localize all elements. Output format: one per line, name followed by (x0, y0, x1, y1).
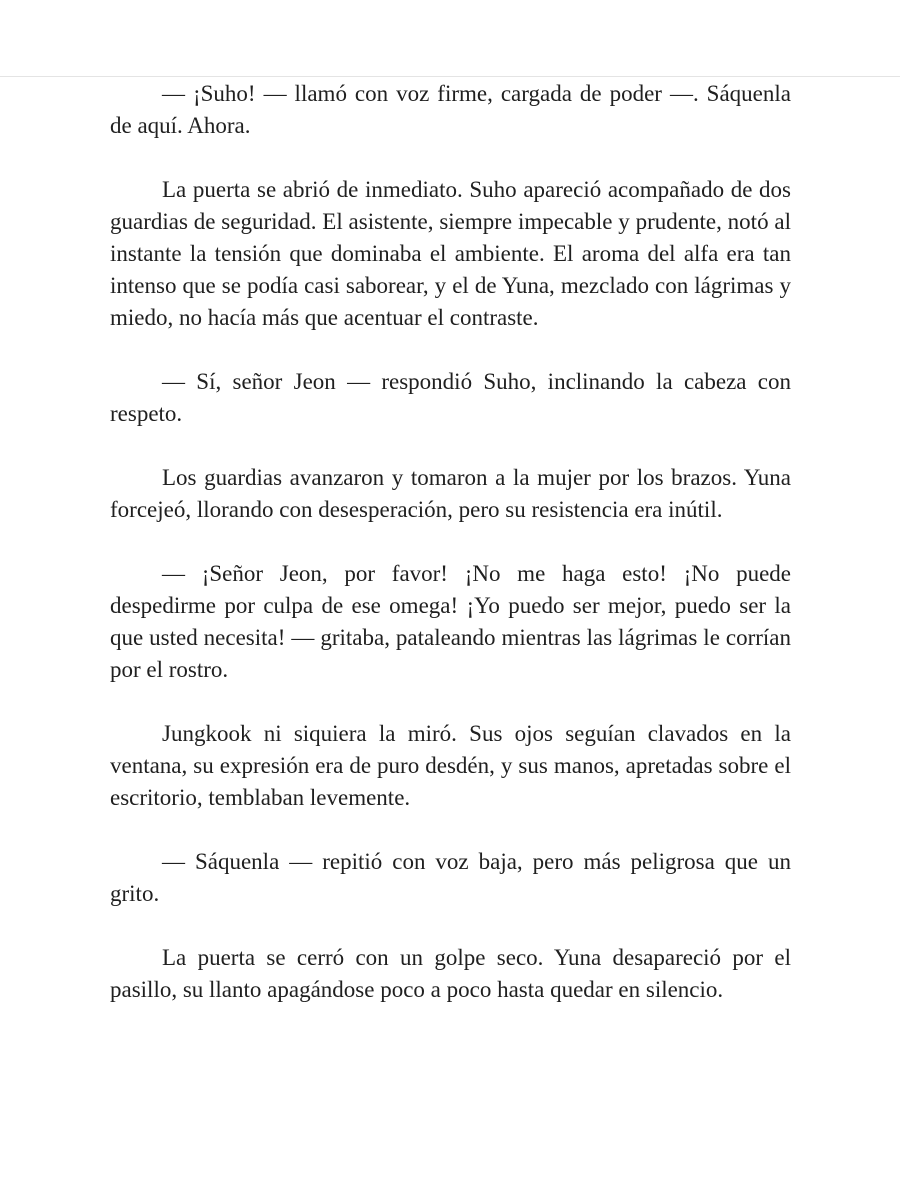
paragraph: — Sáquenla — repitió con voz baja, pero más peligrosa que un grito. (110, 849, 791, 906)
paragraph: — ¡Suho! — llamó con voz firme, cargada de poder —. Sáquenla de aquí. Ahora. (110, 81, 791, 138)
paragraph: La puerta se abrió de inmediato. Suho apareció acompañado de dos guardias de seguridad. El asistente, siempre impecable y prudente, notó al instante la tensión que dominaba el ambiente. El aroma del alfa era tan intenso que se podía casi saborear, y el de Yuna, mezclado con lágrimas y miedo, no hacía más que acentuar el contraste. (110, 177, 791, 330)
paragraph: — Sí, señor Jeon — respondió Suho, inclinando la cabeza con respeto. (110, 369, 791, 426)
paragraph: Jungkook ni siquiera la miró. Sus ojos seguían clavados en la ventana, su expresión era de puro desdén, y sus manos, apretadas sobre el escritorio, temblaban levemente. (110, 721, 791, 810)
paragraph: — ¡Señor Jeon, por favor! ¡No me haga esto! ¡No puede despedirme por culpa de ese omega! ¡Yo puedo ser mejor, puedo ser la que usted necesita! — gritaba, pataleando mientras las lágrimas le corrían por el rostro. (110, 561, 791, 682)
reader-text-body[interactable] (110, 78, 791, 1038)
reader-top-bar (0, 0, 900, 77)
paragraph: La puerta se cerró con un golpe seco. Yuna desapareció por el pasillo, su llanto apagándose poco a poco hasta quedar en silencio. (110, 945, 791, 1002)
paragraph: Los guardias avanzaron y tomaron a la mujer por los brazos. Yuna forcejeó, llorando con desesperación, pero su resistencia era inútil. (110, 465, 791, 522)
